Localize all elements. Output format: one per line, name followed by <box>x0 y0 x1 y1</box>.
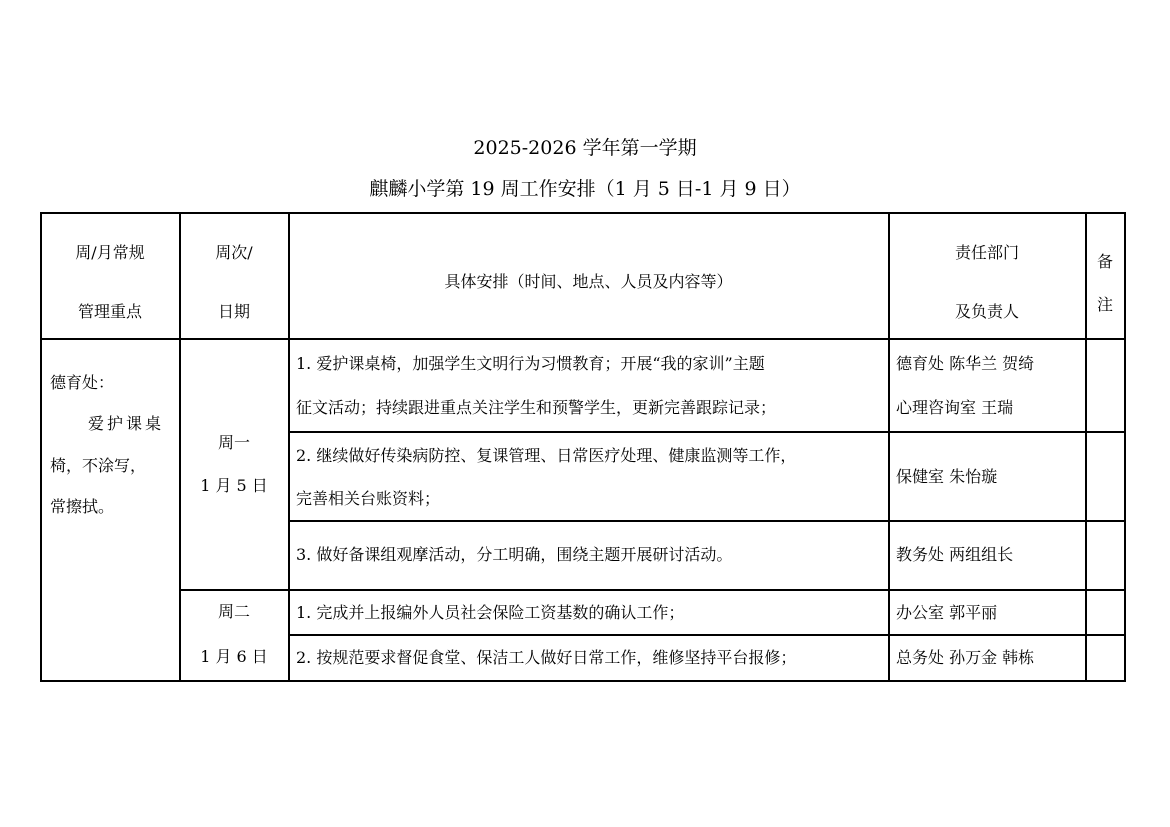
header-owner-line1: 责任部门 <box>954 243 1019 262</box>
row-divider <box>179 589 1125 591</box>
column-divider <box>1085 212 1087 682</box>
row-divider <box>288 634 1125 636</box>
table-border-right <box>1124 212 1126 682</box>
focus-text-line: 椅，不涂写， <box>50 456 147 475</box>
table-border-bottom <box>40 680 1125 682</box>
owner-line: 保健室 朱怡璇 <box>896 467 998 486</box>
document-title-schedule: 麒麟小学第 19 周工作安排（1 月 5 日-1 月 9 日） <box>369 178 801 200</box>
row-divider <box>288 520 1125 522</box>
task-line: 1. 完成并上报编外人员社会保险工资基数的确认工作； <box>296 603 685 622</box>
task-line: 完善相关台账资料； <box>296 489 441 508</box>
owner-line: 德育处 陈华兰 贺绮 <box>896 354 1035 373</box>
date-tuesday: 1 月 6 日 <box>200 647 268 666</box>
focus-department: 德育处： <box>50 373 115 392</box>
header-remark-line1: 备 <box>1096 252 1113 271</box>
task-line: 2. 继续做好传染病防控、复课管理、日常医疗处理、健康监测等工作， <box>296 446 797 465</box>
header-owner-line2: 及负责人 <box>954 302 1019 321</box>
table-border-left <box>40 212 42 682</box>
header-arrangement: 具体安排（时间、地点、人员及内容等） <box>444 272 733 291</box>
header-focus-line1: 周/月常规 <box>75 243 145 262</box>
header-focus-line2: 管理重点 <box>77 302 142 321</box>
header-remark-line2: 注 <box>1096 295 1113 314</box>
owner-line: 总务处 孙万金 韩栋 <box>896 648 1035 667</box>
task-line: 2. 按规范要求督促食堂、保洁工人做好日常工作，维修坚持平台报修； <box>296 648 797 667</box>
header-week-line1: 周次/ <box>215 243 253 262</box>
row-divider <box>288 431 1125 433</box>
day-tuesday: 周二 <box>217 602 250 621</box>
document-title-term: 2025-2026 学年第一学期 <box>473 137 697 159</box>
focus-text-line: 常擦拭。 <box>50 497 115 516</box>
table-border-top <box>40 212 1125 214</box>
task-line: 3. 做好备课组观摩活动，分工明确，围绕主题开展研讨活动。 <box>296 545 733 564</box>
task-line: 1. 爱护课桌椅，加强学生文明行为习惯教育；开展“我的家训”主题 <box>296 354 765 373</box>
owner-line: 心理咨询室 王瑞 <box>896 398 1014 417</box>
focus-text-line: 爱护课桌 <box>88 414 165 433</box>
table-header-divider <box>40 338 1125 340</box>
column-divider <box>888 212 890 682</box>
task-line: 征文活动；持续跟进重点关注学生和预警学生，更新完善跟踪记录； <box>296 398 777 417</box>
day-monday: 周一 <box>217 433 250 452</box>
owner-line: 办公室 郭平丽 <box>896 603 998 622</box>
date-monday: 1 月 5 日 <box>200 476 268 495</box>
owner-line: 教务处 两组组长 <box>896 545 1014 564</box>
header-week-line2: 日期 <box>217 302 250 321</box>
